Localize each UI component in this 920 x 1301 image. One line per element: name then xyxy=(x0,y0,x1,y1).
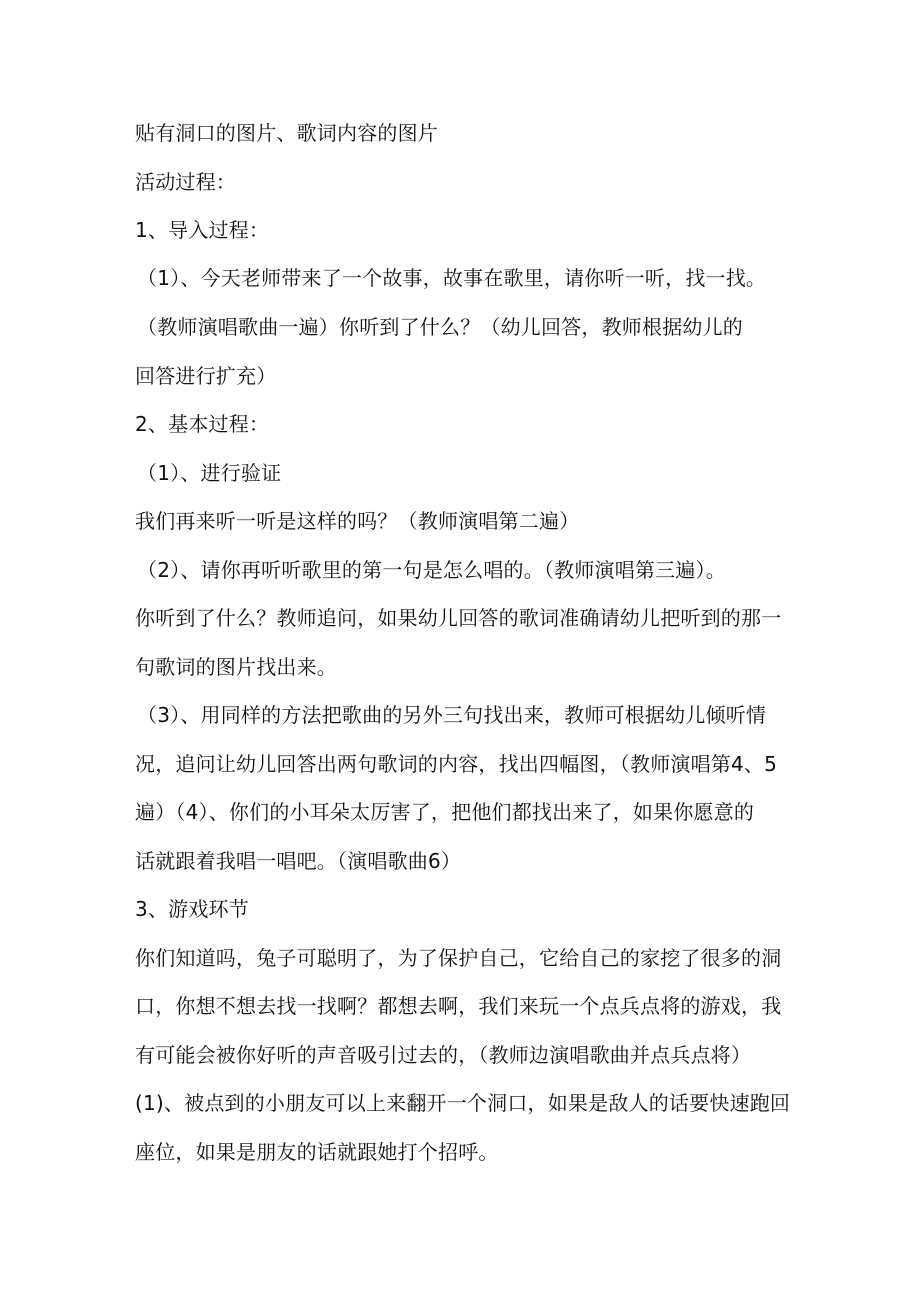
paragraph-line: 我们再来听一听是这样的吗？（教师演唱第二遍） xyxy=(135,509,580,533)
paragraph-line: (1)、被点到的小朋友可以上来翻开一个洞口，如果是敌人的话要快速跑回 xyxy=(135,1091,791,1115)
paragraph-line: （2）、请你再听听歌里的第一句是怎么唱的。（教师演唱第三遍）。 xyxy=(137,558,726,582)
paragraph-line: （1）、进行验证 xyxy=(137,461,282,485)
paragraph-line: 口，你想不想去找一找啊？都想去啊，我们来玩一个点兵点将的游戏，我 xyxy=(135,994,782,1018)
section-heading-activity-process: 活动过程： xyxy=(135,170,236,194)
paragraph-line: （教师演唱歌曲一遍）你听到了什么？（幼儿回答，教师根据幼儿的 xyxy=(137,315,743,339)
paragraph-line: 回答进行扩充） xyxy=(135,364,277,388)
paragraph-line: 有可能会被你好听的声音吸引过去的，（教师边演唱歌曲并点兵点将） xyxy=(135,1043,752,1067)
paragraph-line: 句歌词的图片找出来。 xyxy=(135,655,337,679)
paragraph-line: 你听到了什么？教师追问，如果幼儿回答的歌词准确请幼儿把听到的那一 xyxy=(135,606,782,630)
paragraph-line: 况，追问让幼儿回答出两句歌词的内容，找出四幅图，（教师演唱第4、5 xyxy=(135,752,778,776)
paragraph-line: 你们知道吗，兔子可聪明了，为了保护自己，它给自己的家挖了很多的洞 xyxy=(135,946,782,970)
paragraph-line: （1）、今天老师带来了一个故事，故事在歌里，请你听一听，找一找。 xyxy=(137,266,767,290)
paragraph-line: （3）、用同样的方法把歌曲的另外三句找出来，教师可根据幼儿倾听情 xyxy=(137,703,767,727)
materials-line: 贴有洞口的图片、歌词内容的图片 xyxy=(135,121,438,145)
step-heading-basic-process: 2、基本过程： xyxy=(135,412,270,436)
paragraph-line: 遍）（4）、你们的小耳朵太厉害了，把他们都找出来了，如果你愿意的 xyxy=(135,800,755,824)
step-heading-introduction: 1、导入过程： xyxy=(135,218,270,242)
paragraph-line: 话就跟着我唱一唱吧。（演唱歌曲6） xyxy=(135,849,462,873)
paragraph-line: 座位，如果是朋友的话就跟她打个招呼。 xyxy=(135,1140,499,1164)
step-heading-game: 3、游戏环节 xyxy=(135,897,249,921)
